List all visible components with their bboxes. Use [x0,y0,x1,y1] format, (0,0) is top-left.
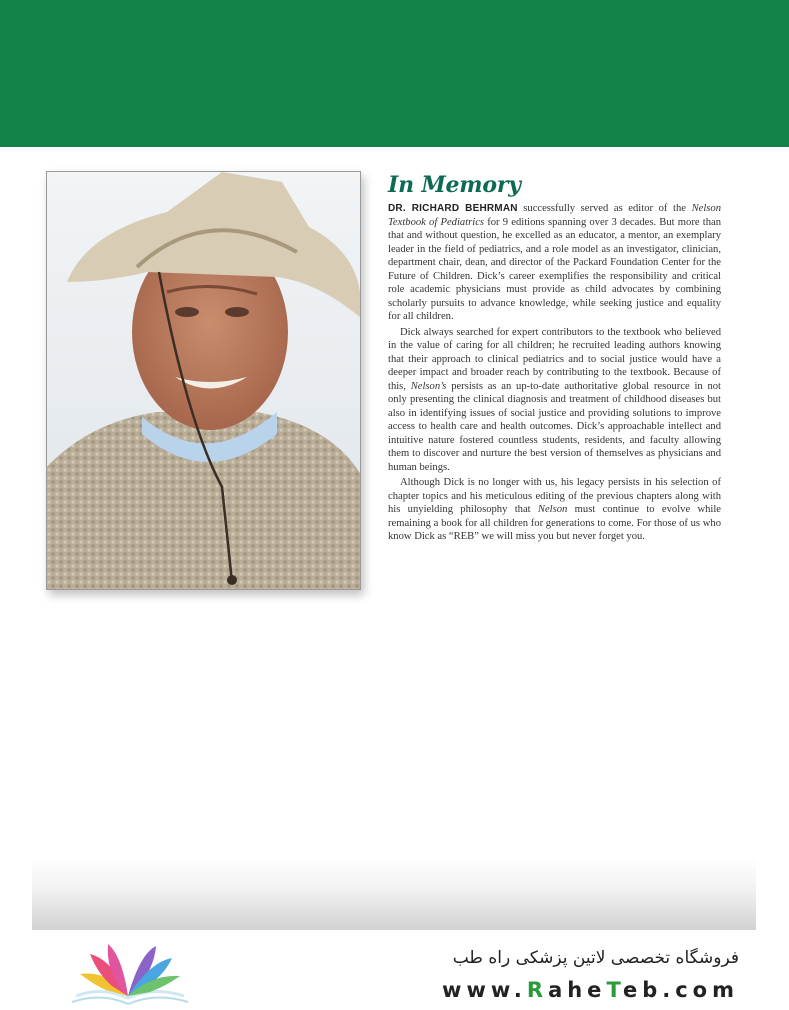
honoree-name: DR. RICHARD BEHRMAN [388,203,518,214]
url-highlight: R [526,978,549,1002]
text-run: persists as an up-to-date authoritative global resource in not only presenting the clinical diagnosis and treatment of childhood diseases but also in identifying issues of social justice and providing solutions to improve access to health care and health outcomes. Dick’s approachable intellect and intuitive nature fostered countless students, residents, and faculty allowing them to discover and nurture the best version of themselves as physicians and human beings. [388,380,721,473]
article-paragraph-3 [388,476,721,544]
footer-fade-band [32,858,756,930]
open-book-logo-icon [68,940,192,1006]
url-part: www. [442,978,527,1002]
text-run: must continue to evolve while remaining a book for all children for generations to come. For those of us who know Dick as “REB” we will miss you but never forget you. [388,504,721,542]
store-name: فروشگاه تخصصی لاتین پزشکی راه طب [452,948,739,968]
top-green-band [0,0,789,147]
text-run: Dick always searched for expert contributors to the textbook who believed in the value of caring for all children; he recruited leading authors knowing that their approach to clinical pediatrics and to social justice would have a deeper impact and broader reach by contributing to the textbook. Because of this, [388,326,721,392]
portrait-photo [46,171,361,590]
text-run: for 9 editions spanning over 3 decades. But more than that and without question, he excelled as an educator, a mentor, an exemplary leader in the field of pediatrics, and a role model as an investigator, clinician, department chair, dean, and director of the Packard Foundation Center for the Future of Children. Dick’s career exemplifies the responsibility and critical role academic physicians must provide as child advocates by combining scholarly pursuits to advance knowledge, while seeking justice and equality for all children. [388,216,721,322]
memorial-article [388,170,721,544]
url-part: ahe [548,978,607,1002]
article-paragraph-1 [388,202,721,324]
article-heading: In Memory [388,172,521,198]
store-url[interactable] [442,978,739,1002]
book-title: Nelson’s [410,380,447,392]
url-part: eb.com [622,978,739,1002]
book-title: Nelson Textbook of Pediatrics [388,203,721,228]
book-title: Nelson [537,504,568,515]
article-paragraph-2 [388,326,721,475]
text-run: Although Dick is no longer with us, his legacy persists in his selection of chapter topics and his meticulous editing of the previous chapters along with his unyielding philosophy that [388,477,721,515]
text-run: successfully served as editor of the [517,203,692,214]
url-highlight: T [606,978,623,1002]
